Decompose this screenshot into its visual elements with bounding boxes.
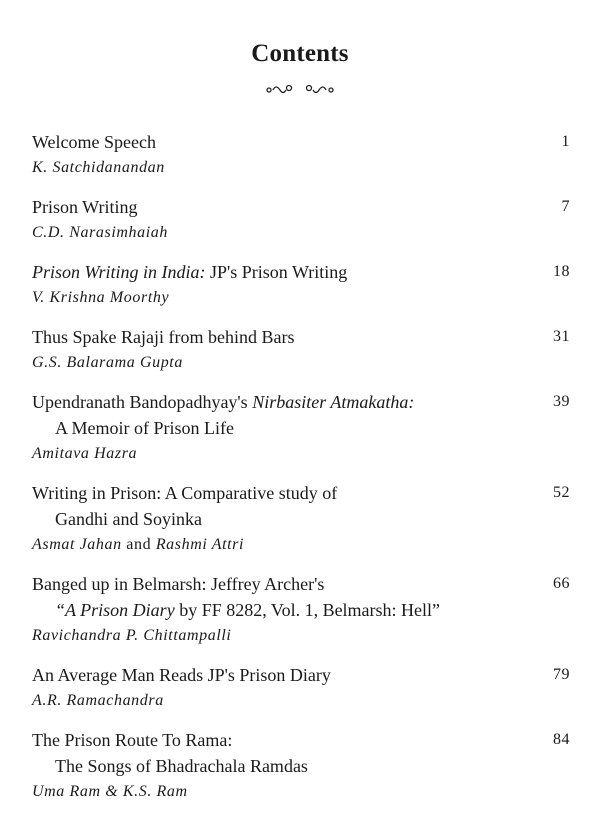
entry-title (32, 259, 570, 285)
author-a: Asmat Jahan (32, 536, 122, 553)
page-number: 39 (553, 393, 570, 410)
entry-title: Banged up in Belmarsh: Jeffrey Archer's (32, 574, 325, 594)
entry-author: K. Satchidanandan (32, 159, 165, 176)
entry-author: Amitava Hazra (32, 445, 138, 462)
entry-title (32, 389, 570, 415)
entry-title: The Prison Route To Rama: (32, 730, 233, 750)
entry-author: A.R. Ramachandra (32, 692, 164, 709)
author-join: and (121, 536, 156, 553)
entry-title-line2: The Songs of Bhadrachala Ramdas (55, 756, 308, 776)
entry-title-italic: “A Prison Diary (55, 600, 175, 620)
toc-entry[interactable] (32, 194, 570, 246)
page-number: 1 (561, 133, 570, 150)
toc-entry[interactable] (32, 324, 570, 376)
flourish-icon (265, 82, 335, 96)
entry-title: Writing in Prison: A Comparative study of (32, 483, 338, 503)
entry-title-italic: Nirbasiter Atmakatha: (252, 392, 415, 412)
toc-entry[interactable] (32, 129, 570, 181)
page-number: 31 (553, 328, 570, 345)
page-number: 79 (553, 666, 570, 683)
toc-entry[interactable] (32, 259, 570, 311)
page-number: 7 (561, 198, 570, 215)
toc-entry[interactable] (32, 662, 570, 714)
entry-author: Uma Ram & K.S. Ram (32, 783, 188, 800)
toc-entry[interactable] (32, 727, 570, 805)
entry-title-line2: Gandhi and Soyinka (55, 509, 202, 529)
entry-author: C.D. Narasimhaiah (32, 224, 168, 241)
entry-author (32, 532, 570, 558)
page-number: 18 (553, 263, 570, 280)
entry-title: Welcome Speech (32, 132, 156, 152)
entry-title-rest: by FF 8282, Vol. 1, Belmarsh: Hell” (174, 600, 441, 620)
entry-author: G.S. Balarama Gupta (32, 354, 183, 371)
page-number: 66 (553, 575, 570, 592)
page-number: 52 (553, 484, 570, 501)
toc-entry[interactable] (32, 571, 570, 649)
page-number: 84 (553, 731, 570, 748)
entry-title-italic: Prison Writing in India: (32, 262, 206, 282)
entry-title-line2: A Memoir of Prison Life (55, 418, 234, 438)
ornament-divider-icon (0, 82, 600, 101)
entry-title: Thus Spake Rajaji from behind Bars (32, 327, 295, 347)
toc-entry[interactable] (32, 389, 570, 467)
entry-title-line2 (32, 597, 570, 623)
author-b: Rashmi Attri (155, 536, 245, 553)
entry-title-rest: JP's Prison Writing (205, 262, 348, 282)
toc-entry[interactable] (32, 480, 570, 558)
entry-title: An Average Man Reads JP's Prison Diary (32, 665, 331, 685)
entry-author: Ravichandra P. Chittampalli (32, 627, 232, 644)
entry-author: V. Krishna Moorthy (32, 289, 170, 306)
page-title: Contents (251, 40, 349, 67)
entry-title: Prison Writing (32, 197, 138, 217)
entry-title-plain: Upendranath Bandopadhyay's (32, 392, 253, 412)
